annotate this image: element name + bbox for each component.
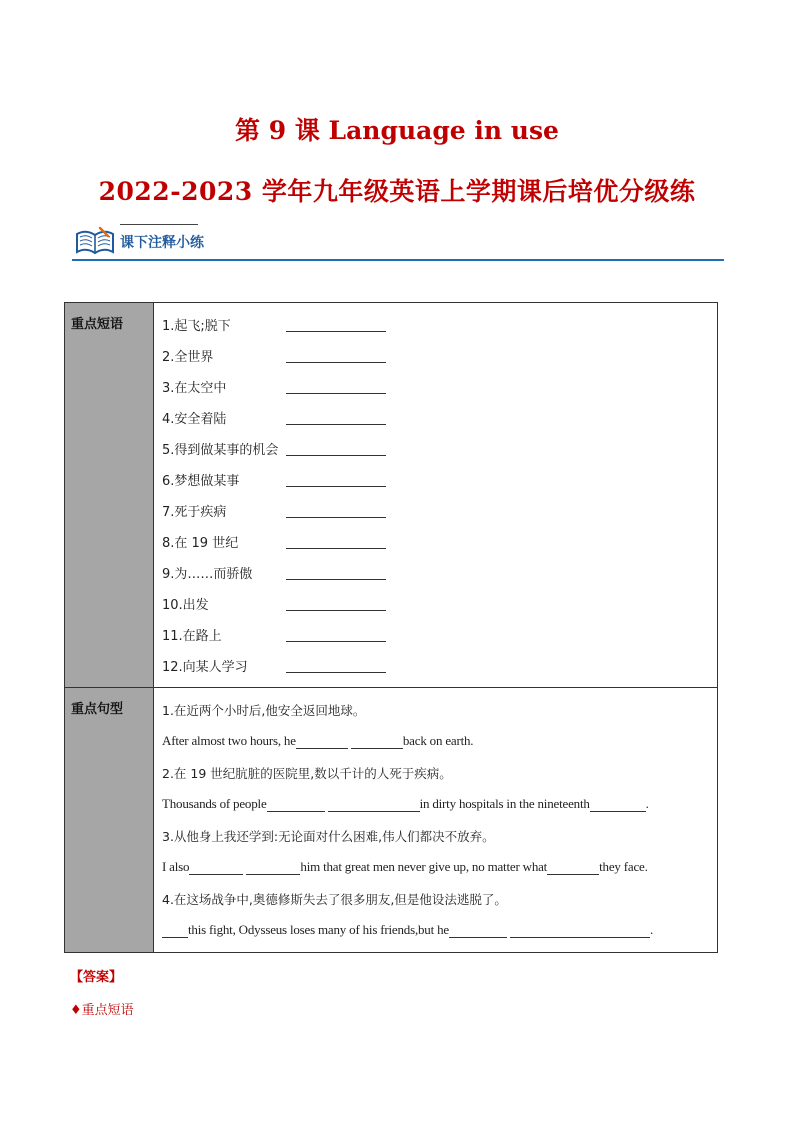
- answer-blank[interactable]: [286, 379, 386, 394]
- sentence-text: him that great men never give up, no matter what: [300, 859, 548, 875]
- phrase-item: [162, 495, 717, 526]
- sentence-en: [162, 852, 717, 884]
- answer-blank[interactable]: [189, 860, 243, 875]
- answer-blank[interactable]: [286, 317, 386, 332]
- phrase-text: 9.为……而骄傲: [162, 567, 253, 582]
- sentence-text: Thousands of people: [162, 796, 267, 812]
- phrase-item: [162, 309, 717, 340]
- page-subtitle: 2022-2023 学年九年级英语上学期课后培优分级练: [98, 177, 696, 206]
- phrase-text: 6.梦想做某事: [162, 474, 240, 489]
- exercise-table: [64, 302, 718, 953]
- answer-blank[interactable]: [590, 797, 646, 812]
- phrase-text: 2.全世界: [162, 350, 214, 365]
- phrase-text: 1.起飞;脱下: [162, 319, 231, 334]
- phrase-text: 3.在太空中: [162, 381, 227, 396]
- sentence-text: they face.: [599, 859, 648, 875]
- phrase-text: 12.向某人学习: [162, 660, 248, 675]
- phrase-text: 5.得到做某事的机会: [162, 443, 279, 458]
- phrase-item: [162, 340, 717, 371]
- phrases-row: [65, 303, 718, 688]
- phrases-content: [154, 303, 718, 688]
- sentences-row: [65, 688, 718, 953]
- answer-subheading: ♦重点短语: [70, 1003, 134, 1018]
- sentence-cn: 3.从他身上我还学到:无论面对什么困难,伟人们都决不放弃。: [162, 828, 495, 844]
- answer-blank[interactable]: [286, 658, 386, 673]
- sentence-en: [162, 789, 717, 821]
- answer-blank[interactable]: [286, 348, 386, 363]
- section-label: 课下注释小练: [120, 235, 204, 251]
- phrase-item: [162, 650, 717, 681]
- phrase-item: [162, 402, 717, 433]
- sentence-text: in dirty hospitals in the nineteenth: [419, 796, 590, 812]
- sentence-text: back on earth.: [402, 733, 474, 749]
- section-header: [72, 218, 724, 260]
- answer-blank[interactable]: [286, 534, 386, 549]
- phrase-item: [162, 464, 717, 495]
- sentences-content: [154, 688, 718, 953]
- sentence-cn: 1.在近两个小时后,他安全返回地球。: [162, 702, 366, 718]
- answer-blank[interactable]: [351, 734, 403, 749]
- phrase-text: 7.死于疾病: [162, 505, 227, 520]
- section-bottom-rule: [72, 259, 724, 261]
- sentence-text: I also: [162, 859, 190, 875]
- phrase-text: 8.在 19 世纪: [162, 536, 239, 551]
- phrase-item: [162, 526, 717, 557]
- phrase-text: 10.出发: [162, 598, 209, 613]
- phrases-category: 重点短语: [65, 303, 154, 688]
- answer-blank[interactable]: [296, 734, 348, 749]
- phrase-item: [162, 433, 717, 464]
- answer-blank[interactable]: [162, 923, 188, 938]
- answer-blank[interactable]: [286, 410, 386, 425]
- sentence-en: [162, 726, 717, 758]
- phrase-text: 11.在路上: [162, 629, 222, 644]
- phrase-item: [162, 371, 717, 402]
- answer-blank[interactable]: [286, 441, 386, 456]
- answer-blank[interactable]: [246, 860, 300, 875]
- sentences-category: 重点句型: [65, 688, 154, 953]
- answer-blank[interactable]: [547, 860, 599, 875]
- answer-blank[interactable]: [286, 503, 386, 518]
- page-title: 第 9 课 Language in use: [235, 116, 559, 145]
- answer-blank[interactable]: [286, 472, 386, 487]
- phrase-item: [162, 588, 717, 619]
- answer-blank[interactable]: [286, 596, 386, 611]
- answer-blank[interactable]: [267, 797, 325, 812]
- answer-blank[interactable]: [286, 627, 386, 642]
- answer-blank[interactable]: [510, 923, 650, 938]
- phrase-item: [162, 557, 717, 588]
- open-book-icon: [74, 226, 116, 258]
- answer-blank[interactable]: [449, 923, 507, 938]
- answer-blank[interactable]: [286, 565, 386, 580]
- sentence-text: .: [650, 922, 654, 938]
- sentence-cn: 2.在 19 世纪肮脏的医院里,数以千计的人死于疾病。: [162, 765, 452, 781]
- sentence-text: this fight, Odysseus loses many of his friends,but he: [188, 922, 449, 938]
- answer-heading: 【答案】: [70, 970, 123, 985]
- section-top-rule: [120, 224, 198, 225]
- sentence-en: [162, 915, 717, 947]
- sentence-text: .: [645, 796, 649, 812]
- sentence-cn: 4.在这场战争中,奥德修斯失去了很多朋友,但是他设法逃脱了。: [162, 891, 507, 907]
- sentence-text: After almost two hours, he: [162, 733, 296, 749]
- answer-blank[interactable]: [328, 797, 420, 812]
- phrase-text: 4.安全着陆: [162, 412, 227, 427]
- phrase-item: [162, 619, 717, 650]
